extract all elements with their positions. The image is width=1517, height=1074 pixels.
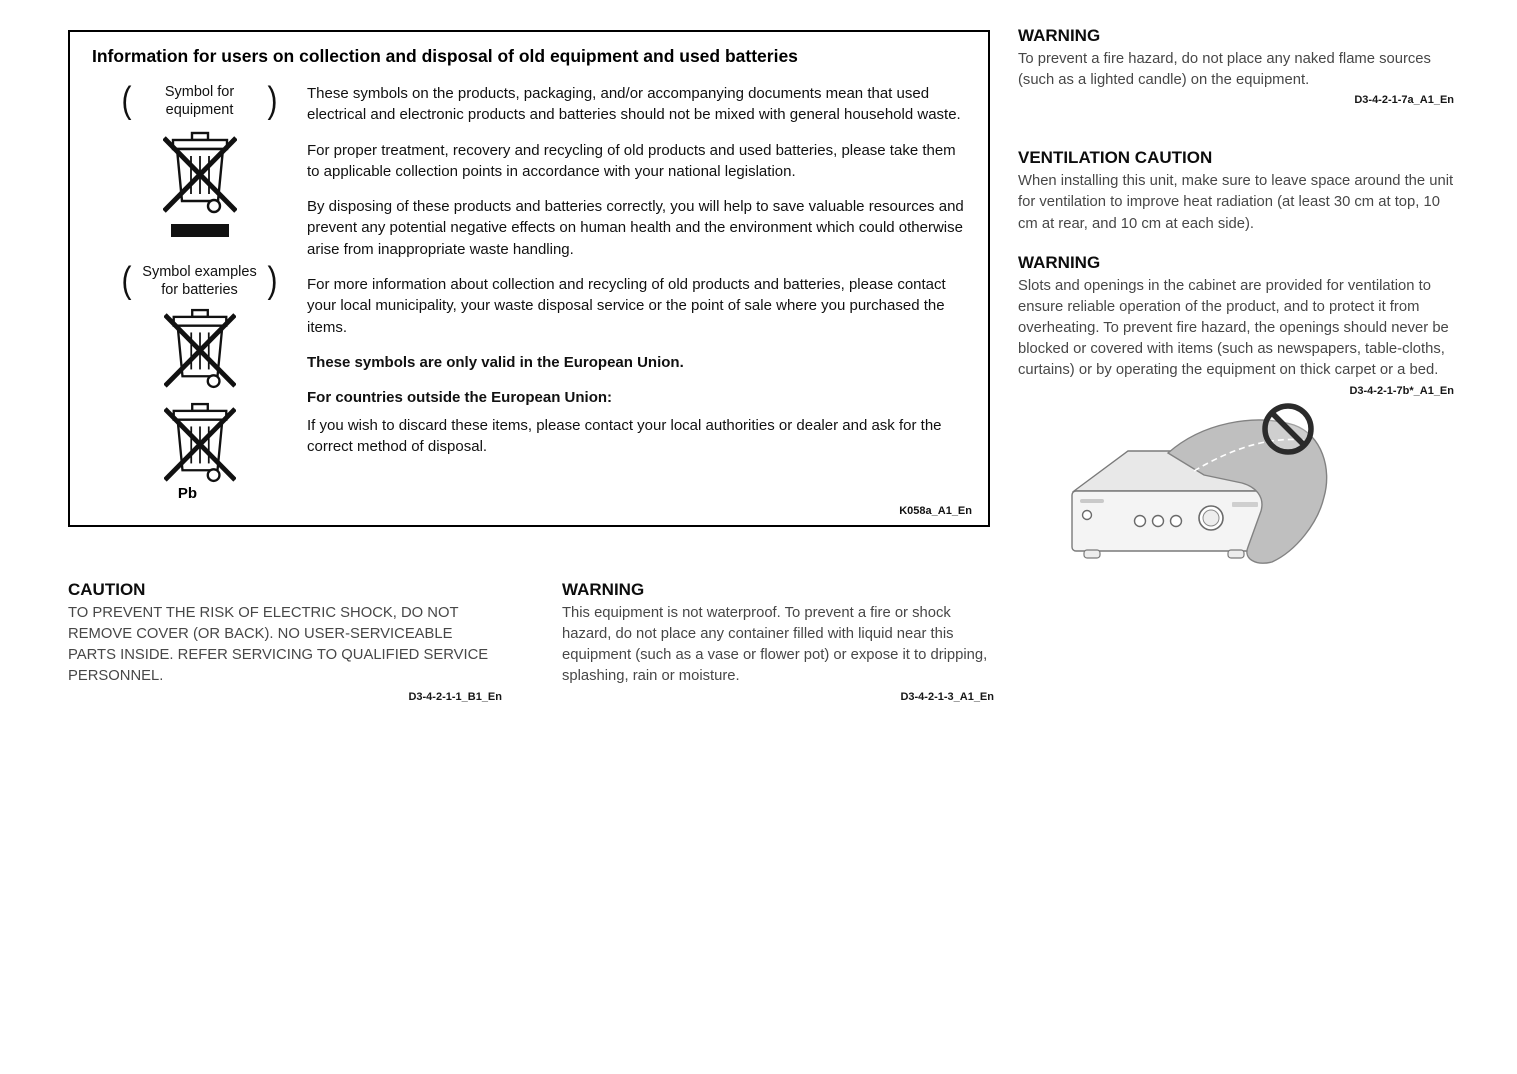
paren-open: (: [121, 79, 132, 122]
warning-flame-section: [1018, 26, 1454, 106]
warning-waterproof-heading: WARNING: [562, 580, 645, 599]
equipment-symbol-label: [121, 79, 278, 122]
symbol-column: [92, 79, 307, 502]
ventilation-caution-section: [1018, 148, 1454, 234]
warning-flame-heading: WARNING: [1018, 26, 1101, 45]
info-text-column: [307, 83, 972, 502]
info-box-title: Information for users on collection and disposal of old equipment and used batteries: [92, 46, 798, 66]
warning-slots-section: [1018, 253, 1454, 397]
info-closing-paragraph: If you wish to discard these items, please contact your local authorities or dealer and ask for the correct method of disposal.: [307, 416, 942, 455]
warning-flame-doc-code: D3-4-2-1-7a_A1_En: [1354, 94, 1454, 107]
battery-crossed-bin-pb-icon: [164, 402, 236, 484]
pb-label: Pb: [177, 484, 198, 502]
prohibition-icon: [1265, 406, 1311, 452]
warning-waterproof-body: This equipment is not waterproof. To prevent a fire or shock hazard, do not place any container filled with liquid near this equipment (such as a vase or flower pot) or expose it to dripping, splashing, rain or moisture.: [562, 605, 988, 685]
weee-black-bar: [171, 224, 229, 237]
equipment-symbol-label-text: Symbol for equipment: [164, 84, 235, 119]
info-paragraph: By disposing of these products and batteries correctly, you will help to save valuable resources and prevent any potential negative effects on human health and the environment which could otherwise arise from inappropriate waste handling.: [307, 198, 964, 258]
info-bold-line-outside-eu: For countries outside the European Union:: [307, 389, 613, 407]
amplifier-illustration: [1056, 399, 1356, 579]
paren-close: ): [267, 260, 278, 302]
amplifier-figure: [1018, 399, 1454, 584]
battery-crossed-bin-icon: [164, 308, 236, 390]
warning-waterproof-doc-code: D3-4-2-1-3_A1_En: [900, 690, 994, 703]
paren-close: ): [267, 79, 278, 122]
info-bold-line-eu: These symbols are only valid in the European Union.: [307, 353, 684, 371]
warning-slots-heading: WARNING: [1018, 252, 1101, 272]
caution-doc-code: D3-4-2-1-1_B1_En: [408, 690, 502, 703]
battery-symbol-label: [121, 260, 278, 302]
brand-logo: [1080, 499, 1104, 503]
caution-heading: CAUTION: [68, 580, 146, 599]
power-knob: [1083, 510, 1092, 519]
info-box-doc-code: K058a_A1_En: [899, 505, 972, 517]
caution-section: [68, 580, 502, 703]
weee-crossed-bin-icon: [163, 131, 237, 215]
info-box-columns: [92, 79, 972, 502]
warning-flame-body: To prevent a fire hazard, do not place any naked flame sources (such as a lighted candle) on the equipment.: [1018, 51, 1431, 89]
info-paragraph: For proper treatment, recovery and recycling of old products and used batteries, please take them to applicable collection points in accordance with your national legislation.: [307, 141, 956, 180]
battery-symbol-label-text: Symbol examples for batteries: [142, 264, 257, 299]
caution-body: TO PREVENT THE RISK OF ELECTRIC SHOCK, DO NOT REMOVE COVER (OR BACK). NO USER-SERVICEABLE PARTS INSIDE. REFER SERVICING TO QUALIFIED SERVICE PERSONNEL.: [68, 605, 489, 685]
info-paragraph: For more information about collection and recycling of old products and batteries, please contact your local municipality, your waste disposal service or the point of sale where you purchased the items.: [307, 276, 946, 336]
warning-slots-body: Slots and openings in the cabinet are provided for ventilation to ensure reliable operation of the product, and to protect it from overheating. To prevent fire hazard, the openings should never be blocked or covered with items (such as newspapers, table-cloths, curtains) or by operating the equipment on thick carpet or a bed.: [1018, 277, 1449, 379]
paren-open: (: [121, 260, 132, 302]
right-column: [1018, 26, 1454, 584]
warning-slots-doc-code: D3-4-2-1-7b*_A1_En: [1349, 384, 1454, 397]
warning-waterproof-section: [562, 580, 994, 703]
ventilation-caution-body: When installing this unit, make sure to leave space around the unit for ventilation to improve heat radiation (at least 30 cm at top, 10 cm at rear, and 10 cm at each side).: [1018, 173, 1454, 232]
ventilation-caution-heading: VENTILATION CAUTION: [1018, 148, 1213, 168]
disposal-info-box: [68, 30, 990, 527]
info-paragraph: These symbols on the products, packaging, and/or accompanying documents mean that used electrical and electronic products and batteries should not be mixed with general household waste.: [307, 85, 961, 124]
